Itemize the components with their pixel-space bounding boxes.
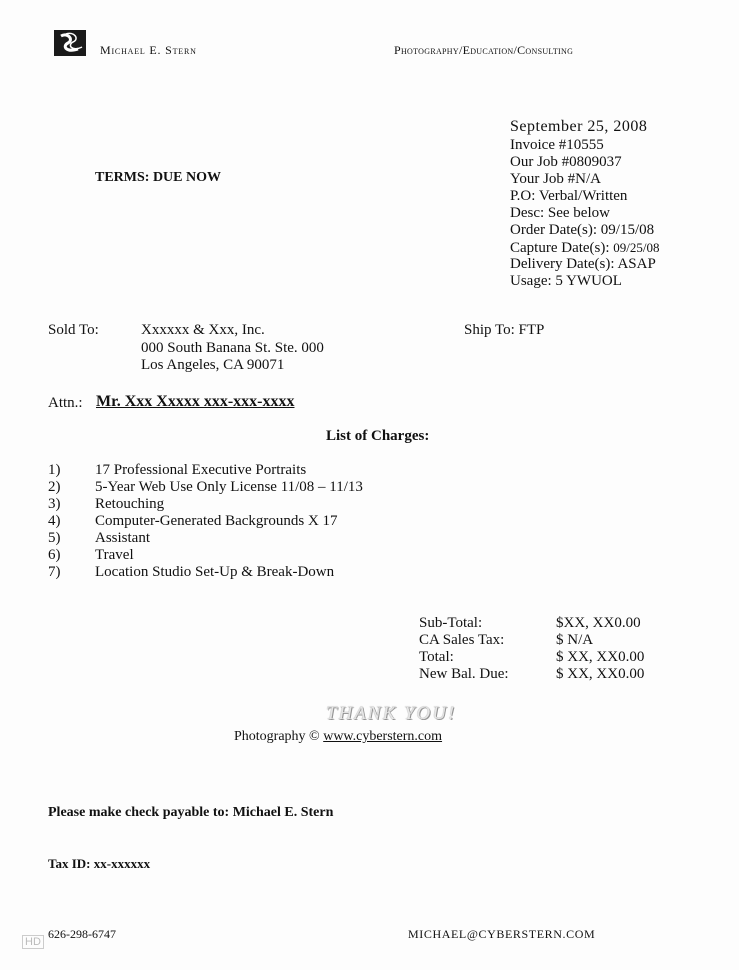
sold-to-label: Sold To: <box>48 322 99 338</box>
sold-to-line: Xxxxxx & Xxx, Inc. <box>141 322 265 338</box>
subtotal-value: $XX, XX0.00 <box>556 615 641 631</box>
invoice-number: Invoice #10555 <box>510 137 604 153</box>
footer-phone: 626-298-6747 <box>48 927 116 941</box>
charge-number: 3) <box>48 496 61 512</box>
description: Desc: See below <box>510 205 610 221</box>
our-job: Our Job #0809037 <box>510 154 622 170</box>
invoice-date: September 25, 2008 <box>510 118 648 135</box>
photography-credit <box>234 729 442 745</box>
charge-item: Location Studio Set-Up & Break-Down <box>95 564 335 580</box>
sold-to-line: 000 South Banana St. Ste. 000 <box>141 340 324 356</box>
charge-item: Assistant <box>95 530 151 546</box>
payable-note: Please make check payable to: Michael E. Stern <box>48 805 334 820</box>
tax-id: Tax ID: xx-xxxxxx <box>48 856 151 871</box>
charges-title: List of Charges: <box>326 428 430 444</box>
usage: Usage: 5 YWUOL <box>510 273 622 289</box>
delivery-dates: Delivery Date(s): ASAP <box>510 256 656 272</box>
order-dates: Order Date(s): 09/15/08 <box>510 222 655 238</box>
charge-number: 4) <box>48 513 61 529</box>
subtotal-label: Sub-Total: <box>419 615 483 631</box>
total-label: Total: <box>419 649 454 665</box>
ms-monogram-logo-icon <box>54 30 86 56</box>
website-link[interactable]: www.cyberstern.com <box>323 729 443 744</box>
charge-number: 1) <box>48 462 61 478</box>
thank-you-text: THANK YOU! <box>326 703 457 724</box>
sales-tax-value: $ N/A <box>556 632 594 648</box>
your-job: Your Job #N/A <box>510 171 601 187</box>
terms: TERMS: DUE NOW <box>95 170 222 185</box>
balance-due-label: New Bal. Due: <box>419 666 509 682</box>
charge-item: Travel <box>95 547 134 563</box>
header-tagline: Photography/Education/Consulting <box>394 43 574 57</box>
sales-tax-label: CA Sales Tax: <box>419 632 505 648</box>
charge-item: 5-Year Web Use Only License 11/08 – 11/13 <box>95 479 363 495</box>
purchase-order: P.O: Verbal/Written <box>510 188 628 204</box>
ship-to: Ship To: FTP <box>464 322 545 338</box>
credit-prefix: Photography © <box>234 729 324 744</box>
charge-number: 2) <box>48 479 61 495</box>
attn-value: Mr. Xxx Xxxxx xxx-xxx-xxxx <box>96 393 295 410</box>
total-value: $ XX, XX0.00 <box>556 649 645 665</box>
charge-number: 5) <box>48 530 61 546</box>
balance-due-value: $ XX, XX0.00 <box>556 666 645 682</box>
charge-item: Computer-Generated Backgrounds X 17 <box>95 513 338 529</box>
footer-email[interactable]: MICHAEL@CYBERSTERN.COM <box>408 927 596 941</box>
charge-number: 6) <box>48 547 61 563</box>
charge-item: Retouching <box>95 496 165 512</box>
charge-number: 7) <box>48 564 61 580</box>
header-name: Michael E. Stern <box>100 43 197 57</box>
charge-item: 17 Professional Executive Portraits <box>95 462 307 478</box>
capture-dates-label: Capture Date(s): <box>510 240 614 256</box>
sold-to-line: Los Angeles, CA 90071 <box>141 357 285 373</box>
capture-dates-value: 09/25/08 <box>613 240 660 255</box>
hd-watermark: HD <box>22 935 44 949</box>
attn-label: Attn.: <box>48 395 83 411</box>
capture-dates <box>510 239 660 257</box>
